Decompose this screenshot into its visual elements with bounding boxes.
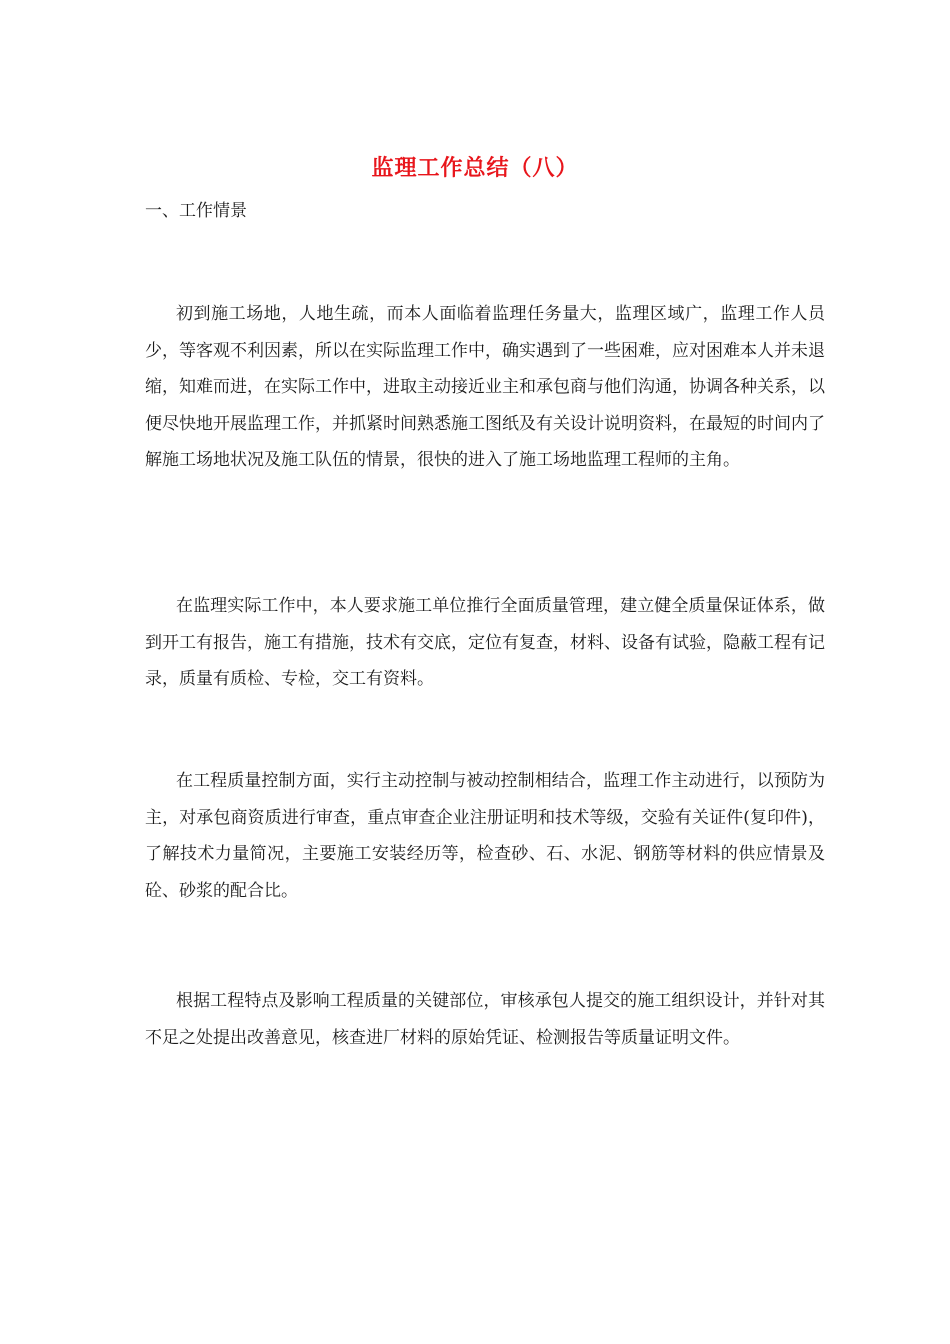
document-title: 监理工作总结（八） — [371, 155, 579, 181]
paragraph-1: 初到施工场地，人地生疏，而本人面临着监理任务量大，监理区域广，监理工作人员少，等客观不利因素，所以在实际监理工作中，确实遇到了一些困难，应对困难本人并未退缩，知难而进，在实际工作中，进取主动接近业主和承包商与他们沟通，协调各种关系，以便尽快地开展监理工作，并抓紧时间熟悉施工图纸及有关设计说明资料，在最短的时间内了解施工场地状况及施工队伍的情景，很快的进入了施工场地监理工程师的主角。 — [145, 304, 825, 471]
paragraph-4: 根据工程特点及影响工程质量的关键部位，审核承包人提交的施工组织设计，并针对其不足之处提出改善意见，核查进厂材料的原始凭证、检测报告等质量证明文件。 — [145, 991, 825, 1048]
section-heading: 一、工作情景 — [145, 201, 247, 221]
paragraph-2: 在监理实际工作中，本人要求施工单位推行全面质量管理，建立健全质量保证体系，做到开工有报告，施工有措施，技术有交底，定位有复查，材料、设备有试验，隐蔽工程有记录，质量有质检、专检，交工有资料。 — [145, 596, 825, 690]
paragraph-3: 在工程质量控制方面，实行主动控制与被动控制相结合，监理工作主动进行，以预防为主，对承包商资质进行审查，重点审查企业注册证明和技术等级，交验有关证件(复印件)，了解技术力量简况，主要施工安装经历等，检查砂、石、水泥、钢筋等材料的供应情景及砼、砂浆的配合比。 — [145, 771, 825, 901]
